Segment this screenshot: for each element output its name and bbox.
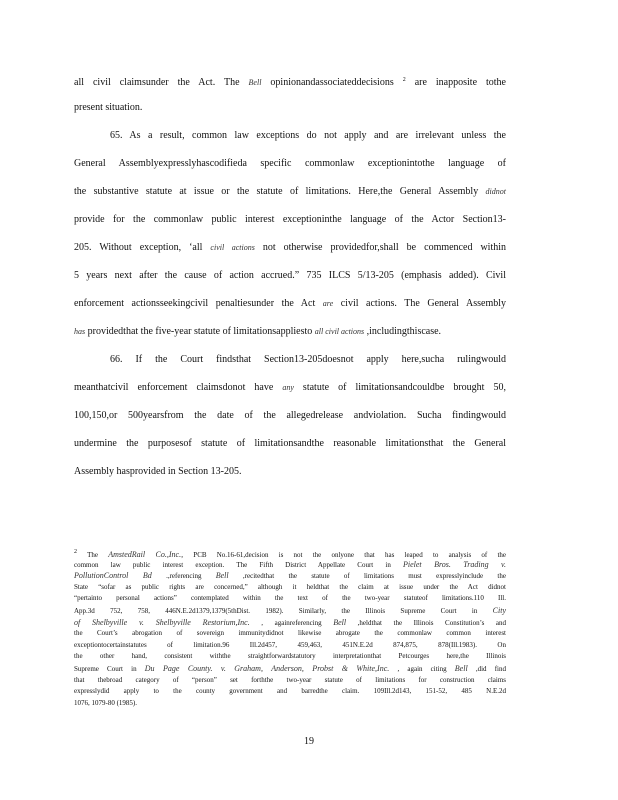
text-run: 66. If the Court findsthat Section13-205doesnot apply here,sucha rulingwould <box>110 354 506 365</box>
text-run: 205. Without exception, ‘all <box>74 242 211 253</box>
text-run: , again citing <box>389 664 455 673</box>
text-run: General Assemblyexpresslyhascodifieda specific commonlaw exceptionintothe language of <box>74 158 506 169</box>
footnote-line <box>74 640 506 652</box>
body-line <box>74 266 506 294</box>
text-run: Supreme Court in <box>74 664 145 673</box>
footnote-line <box>74 675 506 687</box>
text-run: 65. As a result, common law exceptions do not apply and are irrelevant unless the <box>110 130 506 141</box>
text-run: enforcement actionsseekingcivil penaltiesunder the Act <box>74 298 323 309</box>
italic-text: didnot <box>485 187 506 196</box>
body-line <box>74 98 506 126</box>
body-line <box>74 322 506 350</box>
text-run: Assembly hasprovided in Section 13-205. <box>74 466 242 477</box>
footnote-line <box>74 605 506 617</box>
text-run: provide for the commonlaw public interest exceptioninthe language of the Actor Section13- <box>74 214 506 225</box>
body-line <box>74 238 506 266</box>
italic-text: City <box>492 605 506 615</box>
italic-text: Bell <box>333 617 347 627</box>
italic-text: PollutionControl Bd <box>74 571 152 581</box>
text-run: present situation. <box>74 102 143 113</box>
italic-text: are <box>322 299 334 308</box>
text-run: the other hand, consistent withthe straightforwardstatutory interpretationthat Petcourges here,the Illinois <box>74 652 506 661</box>
text-run: 1076, 1079-80 (1985). <box>74 698 137 707</box>
footnote-line <box>74 559 506 571</box>
text-run: civil actions. The General Assembly <box>333 298 506 309</box>
text-run: App.3d 752, 758, 446N.E.2d1379,1379(5thDist. 1982). Similarly, the Illinois Supreme Court in <box>74 606 493 615</box>
italic-text: civil actions <box>210 243 255 252</box>
body-line <box>74 210 506 238</box>
body-line <box>74 378 506 406</box>
text-run: not otherwise providedfor,shall be commenced within <box>254 242 507 253</box>
body-line <box>74 154 506 182</box>
body-line <box>74 406 506 434</box>
text-run: PCB No.16-61,decision is not the onlyone that has leaped to analysis of the <box>183 551 506 559</box>
body-line <box>74 182 506 210</box>
text-run: 5 years next after the cause of action accrued.” 735 ILCS 5/13-205 (emphasis added). Civil <box>74 270 506 281</box>
footnote-line <box>74 663 506 675</box>
footnote-block <box>74 547 506 709</box>
body-line <box>74 434 506 462</box>
footnote-marker: 2 <box>402 77 406 83</box>
text-run: all civil claimsunder the Act. The <box>74 77 249 88</box>
footnote-line <box>74 617 506 629</box>
body-line <box>74 126 506 154</box>
footnote-marker: 2 <box>74 549 77 555</box>
italic-text: Bell <box>215 571 229 581</box>
text-run: undermine the purposesof statute of limitationsandthe reasonable limitationsthat the General <box>74 438 506 449</box>
italic-text: Bell <box>248 78 262 87</box>
text-run: ,did find <box>467 664 506 673</box>
footnote-line <box>74 593 506 605</box>
italic-text: AmstedRail Co.,Inc., <box>108 550 184 559</box>
footnote-line <box>74 628 506 640</box>
italic-text: Bell <box>454 663 468 673</box>
text-run: ,includingthiscase. <box>364 326 442 337</box>
italic-text: Pielet Bros. Trading v. <box>403 559 506 569</box>
italic-text: any <box>282 383 294 392</box>
text-run: opinionandassociateddecisions <box>261 77 403 88</box>
text-run: the Court’s abrogation of sovereign immunitydidnot likewise abrogate the commonlaw common interest <box>74 629 506 638</box>
text-run: .,referencing <box>151 572 216 581</box>
body-line <box>74 294 506 322</box>
text-run: the substantive statute at issue or the statute of limitations. Here,the General Assembly <box>74 186 486 197</box>
footnote-line <box>74 698 506 710</box>
italic-text: of Shelbyville v. Shelbyville Restorium,Inc. <box>74 617 250 627</box>
text-run: The <box>77 551 109 559</box>
text-run: “pertainto personal actions” contemplated within the text of the two-year statuteof limitations.110 Ill. <box>74 594 506 603</box>
text-run: 100,150,or 500yearsfrom the date of the allegedrelease andviolation. Sucha findingwould <box>74 410 506 421</box>
text-run: expresslydid apply to the county government and barredthe claim. 109Ill.2d143, 151-52, 485 N.E.2d <box>74 687 506 696</box>
text-run: providedthat the five-year statute of limitationsappliesto <box>85 326 315 337</box>
text-run: meanthatcivil enforcement claimsdonot have <box>74 382 283 393</box>
text-run: that thebroad category of “person” set forththe two-year statute of limitations for construction claims <box>74 675 506 684</box>
footnote-line <box>74 686 506 698</box>
italic-text: Du Page County. v. Graham, Anderson, Probst & White,Inc. <box>144 663 390 673</box>
body-line <box>74 462 506 490</box>
body-line <box>74 70 506 98</box>
footnote-line <box>74 582 506 594</box>
text-run: are inapposite tothe <box>405 77 506 88</box>
body-line <box>74 350 506 378</box>
text-run: exceptiontocertainstatutes of limitation.96 Ill.2d457, 459,463, 451N.E.2d 874,875, 878(Ill.1983). On <box>74 640 506 649</box>
text-run: , againreferencing <box>249 618 334 627</box>
footnote-line <box>74 651 506 663</box>
text-run: statute of limitationsandcouldbe brought 50, <box>293 382 507 393</box>
text-run: State “sofar as public rights are concerned,” although it heldthat the claim at issue under the Act didnot <box>74 582 506 591</box>
page-number: 19 <box>304 736 314 747</box>
italic-text: all civil actions <box>314 327 365 336</box>
body-text <box>74 70 506 490</box>
text-run: ,heldthat the Illinois Constitution’s and <box>346 618 507 627</box>
footnote-line <box>74 570 506 582</box>
footnote-line <box>74 547 506 559</box>
text-run: common law public interest exception. The Fifth District Appellate Court in <box>74 560 403 569</box>
italic-text: has <box>74 327 86 336</box>
text-run: ,recitedthat the statute of limitations must expresslyinclude the <box>228 572 506 581</box>
